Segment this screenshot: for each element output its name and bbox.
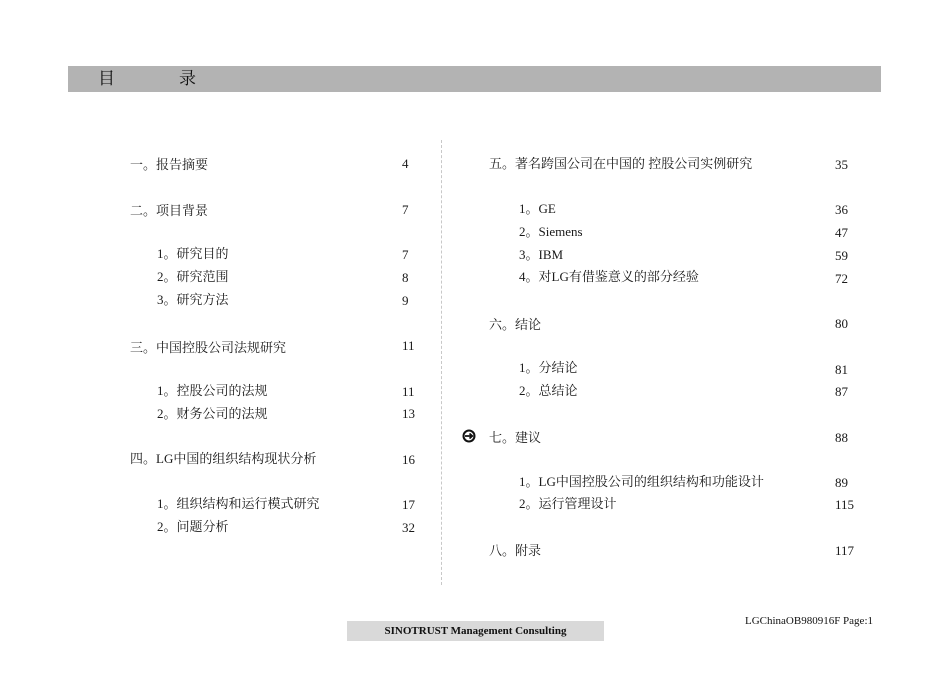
toc-item-structure-operation[interactable]: 1。组织结构和运行模式研究 [157, 496, 320, 511]
toc-item-recommendations[interactable]: 七。建议 [489, 430, 542, 445]
toc-item-holding-company-law[interactable]: 1。控股公司的法规 [157, 383, 268, 398]
toc-page-summary: 4 [402, 156, 409, 171]
footer-page-reference: LGChinaOB980916F Page:1 [744, 615, 873, 627]
toc-item-lg-structure[interactable]: 四。LG中国的组织结构现状分析 [130, 451, 317, 466]
toc-page-sub-conclusion: 81 [835, 362, 848, 377]
toc-item-siemens[interactable]: 2。Siemens [519, 224, 583, 239]
column-divider [441, 140, 442, 585]
toc-page-overall-conclusion: 87 [835, 384, 848, 399]
toc-title-char-1: 目 [98, 69, 115, 88]
toc-item-ibm[interactable]: 3。IBM [519, 247, 564, 262]
toc-item-lg-lessons[interactable]: 4。对LG有借鉴意义的部分经验 [519, 269, 699, 284]
toc-page-ge: 36 [835, 202, 848, 217]
toc-item-structure-design[interactable]: 1。LG中国控股公司的组织结构和功能设计 [519, 474, 764, 489]
toc-page-holding-company-law: 11 [402, 384, 415, 399]
toc-title-bar [68, 66, 881, 92]
toc-item-appendix[interactable]: 八。附录 [489, 543, 542, 558]
toc-page-siemens: 47 [835, 225, 848, 240]
arrow-circle-icon [462, 429, 476, 443]
toc-item-ge[interactable]: 1。GE [519, 201, 556, 216]
toc-item-research-purpose[interactable]: 1。研究目的 [157, 246, 229, 261]
toc-title-char-2: 录 [179, 69, 196, 88]
footer-company-bar: SINOTRUST Management Consulting [347, 621, 604, 641]
toc-page-conclusion: 80 [835, 316, 848, 331]
toc-page-holding-regulation: 11 [402, 338, 415, 353]
toc-page-research-purpose: 7 [402, 247, 409, 262]
toc-item-conclusion[interactable]: 六。结论 [489, 317, 542, 332]
toc-page-structure-operation: 17 [402, 497, 415, 512]
toc-page-lg-structure: 16 [402, 452, 415, 467]
toc-page-recommendations: 88 [835, 430, 848, 445]
toc-page-background: 7 [402, 202, 409, 217]
toc-page-structure-design: 89 [835, 475, 848, 490]
toc-item-sub-conclusion[interactable]: 1。分结论 [519, 360, 578, 375]
toc-page-appendix: 117 [835, 543, 855, 558]
toc-item-overall-conclusion[interactable]: 2。总结论 [519, 383, 578, 398]
toc-item-background[interactable]: 二。项目背景 [130, 203, 209, 218]
toc-page-problem-analysis: 32 [402, 520, 415, 535]
toc-page-lg-lessons: 72 [835, 271, 848, 286]
toc-item-problem-analysis[interactable]: 2。问题分析 [157, 519, 229, 534]
toc-item-finance-company-law[interactable]: 2。财务公司的法规 [157, 406, 268, 421]
toc-page-case-study: 35 [835, 157, 848, 172]
toc-page-research-scope: 8 [402, 270, 409, 285]
toc-item-operation-design[interactable]: 2。运行管理设计 [519, 496, 617, 511]
toc-page-research-method: 9 [402, 293, 409, 308]
toc-page-operation-design: 115 [835, 497, 855, 512]
toc-page-finance-company-law: 13 [402, 406, 415, 421]
toc-item-summary[interactable]: 一。报告摘要 [130, 157, 209, 172]
toc-item-holding-regulation[interactable]: 三。中国控股公司法规研究 [130, 340, 287, 355]
toc-item-research-method[interactable]: 3。研究方法 [157, 292, 229, 307]
toc-page-ibm: 59 [835, 248, 848, 263]
toc-item-case-study[interactable]: 五。著名跨国公司在中国的 控股公司实例研究 [489, 156, 753, 171]
toc-item-research-scope[interactable]: 2。研究范围 [157, 269, 229, 284]
